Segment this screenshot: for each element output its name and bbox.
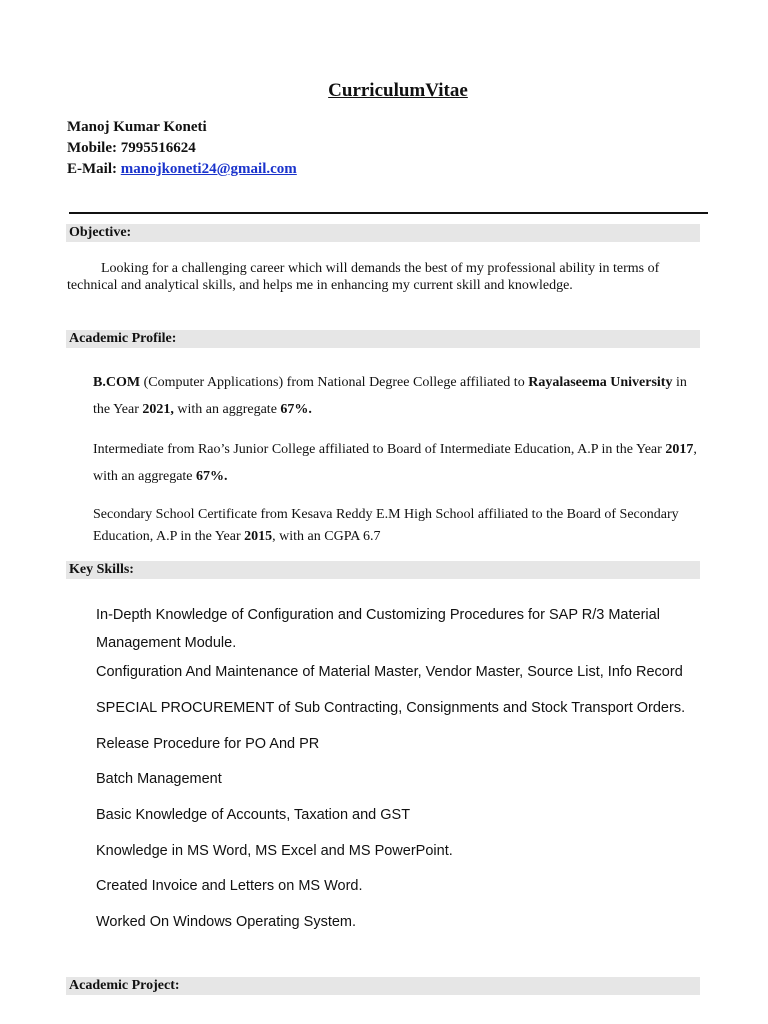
- degree-detail: (Computer Applications) from National Degree College affiliated to: [140, 375, 529, 390]
- aggregate-label: with an aggregate: [173, 402, 281, 417]
- skill-item: Knowledge in MS Word, MS Excel and MS PowerPoint.: [96, 843, 453, 859]
- degree-name: B.COM: [93, 375, 141, 390]
- objective-text: Looking for a challenging career which will demands the best of my professional ability in terms of technical and analytical skills, and helps me in enhancing my current skill and knowledge.: [67, 261, 660, 293]
- objective-heading: Objective:: [66, 224, 700, 242]
- university-name: Rayalaseema University: [528, 375, 673, 390]
- academic-heading: Academic Profile:: [66, 330, 700, 348]
- skills-heading: Key Skills:: [66, 561, 700, 579]
- contact-block: [67, 117, 297, 180]
- project-heading: Academic Project:: [66, 977, 700, 995]
- document-title: CurriculumVitae: [328, 80, 468, 101]
- year-value: 2015: [244, 529, 273, 544]
- year-label: in the Year: [93, 375, 687, 417]
- skill-item: Created Invoice and Letters on MS Word.: [96, 878, 363, 894]
- intermediate-detail: Intermediate from Rao’s Junior College affiliated to Board of Intermediate Education, A.P in the Year: [93, 442, 666, 457]
- aggregate-label: , with an aggregate: [93, 442, 697, 484]
- skill-item: Basic Knowledge of Accounts, Taxation and GST: [96, 807, 411, 823]
- academic-entry: [93, 436, 703, 490]
- academic-entry: [93, 369, 703, 423]
- mobile-line: [67, 138, 297, 159]
- skill-item: Release Procedure for PO And PR: [96, 736, 320, 752]
- skill-item: SPECIAL PROCUREMENT of Sub Contracting, Consignments and Stock Transport Orders.: [96, 700, 686, 716]
- skill-item: In-Depth Knowledge of Configuration and Customizing Procedures for SAP R/3 Material Management Module.: [96, 607, 660, 651]
- mobile-label: Mobile:: [67, 140, 121, 156]
- cgpa-detail: , with an CGPA 6.7: [272, 529, 381, 544]
- mobile-number: 7995516624: [120, 140, 196, 156]
- candidate-name: Manoj Kumar Koneti: [67, 119, 207, 135]
- skill-item: Configuration And Maintenance of Material Master, Vendor Master, Source List, Info Record: [96, 664, 683, 680]
- year-value: 2021,: [142, 402, 174, 417]
- skill-item: Worked On Windows Operating System.: [96, 914, 357, 930]
- year-value: 2017: [665, 442, 694, 457]
- academic-entry: [93, 504, 703, 548]
- aggregate-value: 67%.: [280, 402, 312, 417]
- email-line: [67, 159, 297, 180]
- header-divider: [69, 212, 708, 214]
- email-link[interactable]: manojkoneti24@gmail.com: [120, 161, 297, 177]
- email-label: E-Mail:: [67, 161, 121, 177]
- aggregate-value: 67%.: [196, 469, 228, 484]
- skill-item: Batch Management: [96, 771, 222, 787]
- ssc-detail: Secondary School Certificate from Kesava Reddy E.M High School affiliated to the Board of Secondary Education, A.P in the Year: [93, 507, 679, 544]
